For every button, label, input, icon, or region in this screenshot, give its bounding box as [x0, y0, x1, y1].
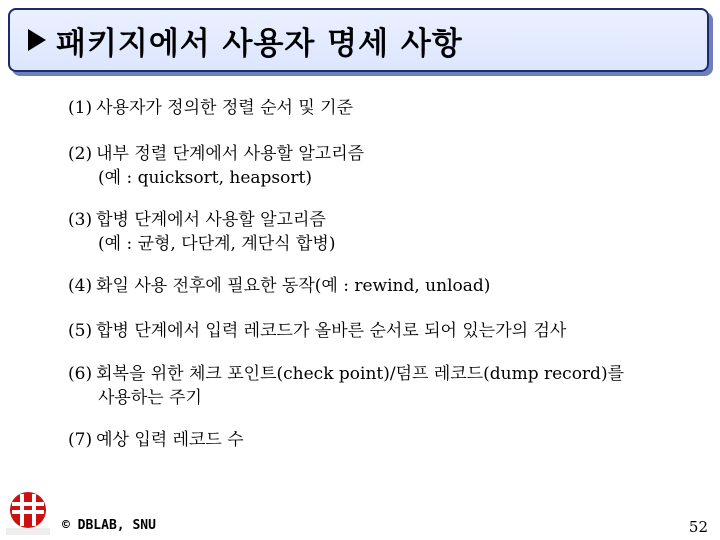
item-text: 합병 단계에서 사용할 알고리즘: [96, 210, 326, 230]
list-item: [68, 362, 624, 410]
triangle-bullet-icon: [28, 29, 46, 51]
copyright-text: © DBLAB, SNU: [62, 518, 156, 533]
list-item: [68, 319, 566, 343]
list-item: [68, 274, 490, 298]
item-text: 내부 정렬 단계에서 사용할 알고리즘: [96, 144, 365, 164]
list-item: [68, 208, 335, 256]
item-number: (3): [68, 210, 93, 230]
item-number: (4): [68, 276, 93, 296]
list-item: [68, 96, 353, 120]
item-number: (1): [68, 98, 93, 118]
item-text: 회복을 위한 체크 포인트(check point)/덤프 레코드(dump record)를: [96, 364, 624, 384]
list-item: [68, 428, 244, 452]
item-continuation: 사용하는 주기: [98, 388, 202, 408]
slide-title-box: [8, 8, 709, 72]
item-text: 사용자가 정의한 정렬 순서 및 기준: [96, 98, 354, 118]
item-continuation: (예 : quicksort, heapsort): [98, 168, 312, 188]
item-number: (5): [68, 321, 93, 341]
page-number: 52: [688, 518, 708, 536]
item-number: (2): [68, 144, 93, 164]
university-logo-icon: [2, 488, 54, 538]
slide-title: 패키지에서 사용자 명세 사항: [56, 25, 463, 62]
item-text: 예상 입력 레코드 수: [96, 430, 244, 450]
item-number: (7): [68, 430, 93, 450]
list-item: [68, 142, 364, 190]
item-text: 화일 사용 전후에 필요한 동작(예 : rewind, unload): [96, 276, 491, 296]
item-number: (6): [68, 364, 93, 384]
item-continuation: (예 : 균형, 다단계, 계단식 합병): [98, 234, 336, 254]
item-text: 합병 단계에서 입력 레코드가 올바른 순서로 되어 있는가의 검사: [96, 321, 567, 341]
